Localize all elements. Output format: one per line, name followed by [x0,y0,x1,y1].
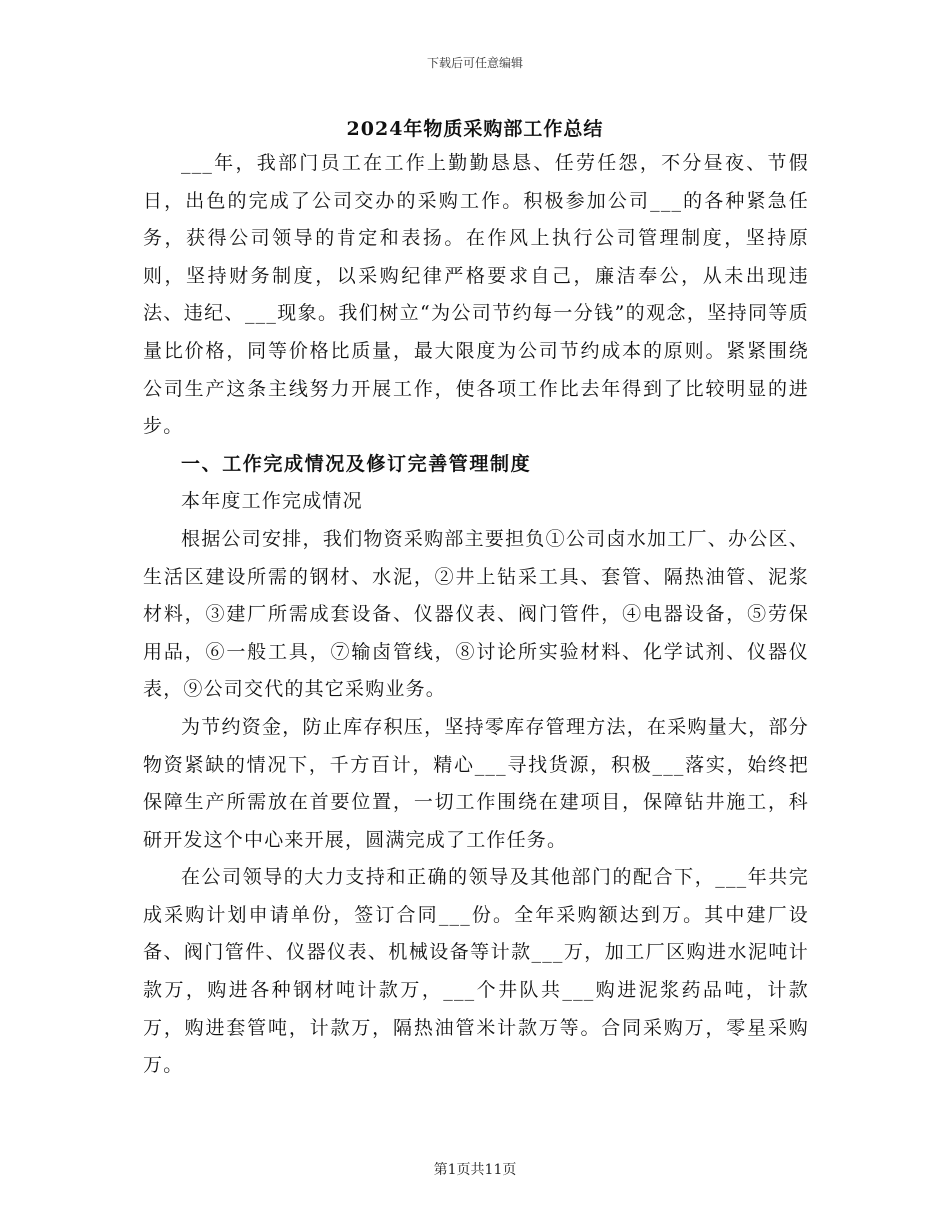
page-footer: 第1页共11页 [433,1162,517,1178]
section-heading: 一、工作完成情况及修订完善管理制度 [181,452,532,475]
document-body [143,145,809,1085]
document-title: 2024年物质采购部工作总结 [346,118,604,140]
paragraph-intro: ___年，我部门员工在工作上勤勤恳恳、任劳任怨，不分昼夜、节假日，出色的完成了公司交办的采购工作。积极参加公司___的各种紧急任务，获得公司领导的肯定和表扬。在作风上执行公司管理制度，坚持原则，坚持财务制度，以采购纪律严格要求自己，廉洁奉公，从未出现违法、违纪、___现象。我们树立“为公司节约每一分钱”的观念，坚持同等质量比价格，同等价格比质量，最大限度为公司节约成本的原则。紧紧围绕公司生产这条主线努力开展工作，使各项工作比去年得到了比较明显的进步。 [143,152,809,438]
paragraph-statistics: 在公司领导的大力支持和正确的领导及其他部门的配合下，___年共完成采购计划申请单份，签订合同___份。全年采购额达到万。其中建厂设备、阀门管件、仪器仪表、机械设备等计款___万，加工厂区购进水泥吨计款万，购进各种钢材吨计款万，___个井队共___购进泥浆药品吨，计款万，购进套管吨，计款万，隔热油管米计款万等。合同采购万，零星采购万。 [143,866,809,1077]
paragraph-responsibilities: 根据公司安排，我们物资采购部主要担负①公司卤水加工厂、办公区、生活区建设所需的钢材、水泥，②井上钻采工具、套管、隔热油管、泥浆材料，③建厂所需成套设备、仪器仪表、阀门管件，④电器设备，⑤劳保用品，⑥一般工具，⑦输卤管线，⑧讨论所实验材料、化学试剂、仪器仪表，⑨公司交代的其它采购业务。 [143,527,809,701]
page-header: 下载后可任意编辑 [426,56,523,70]
paragraph-cost-saving: 为节约资金，防止库存积压，坚持零库存管理方法，在采购量大，部分物资紧缺的情况下，千方百计，精心___寻找货源，积极___落实，始终把保障生产所需放在首要位置，一切工作围绕在建项目，保障钻井施工，科研开发这个中心来开展，圆满完成了工作任务。 [143,715,809,851]
subheading-completion: 本年度工作完成情况 [181,490,363,513]
